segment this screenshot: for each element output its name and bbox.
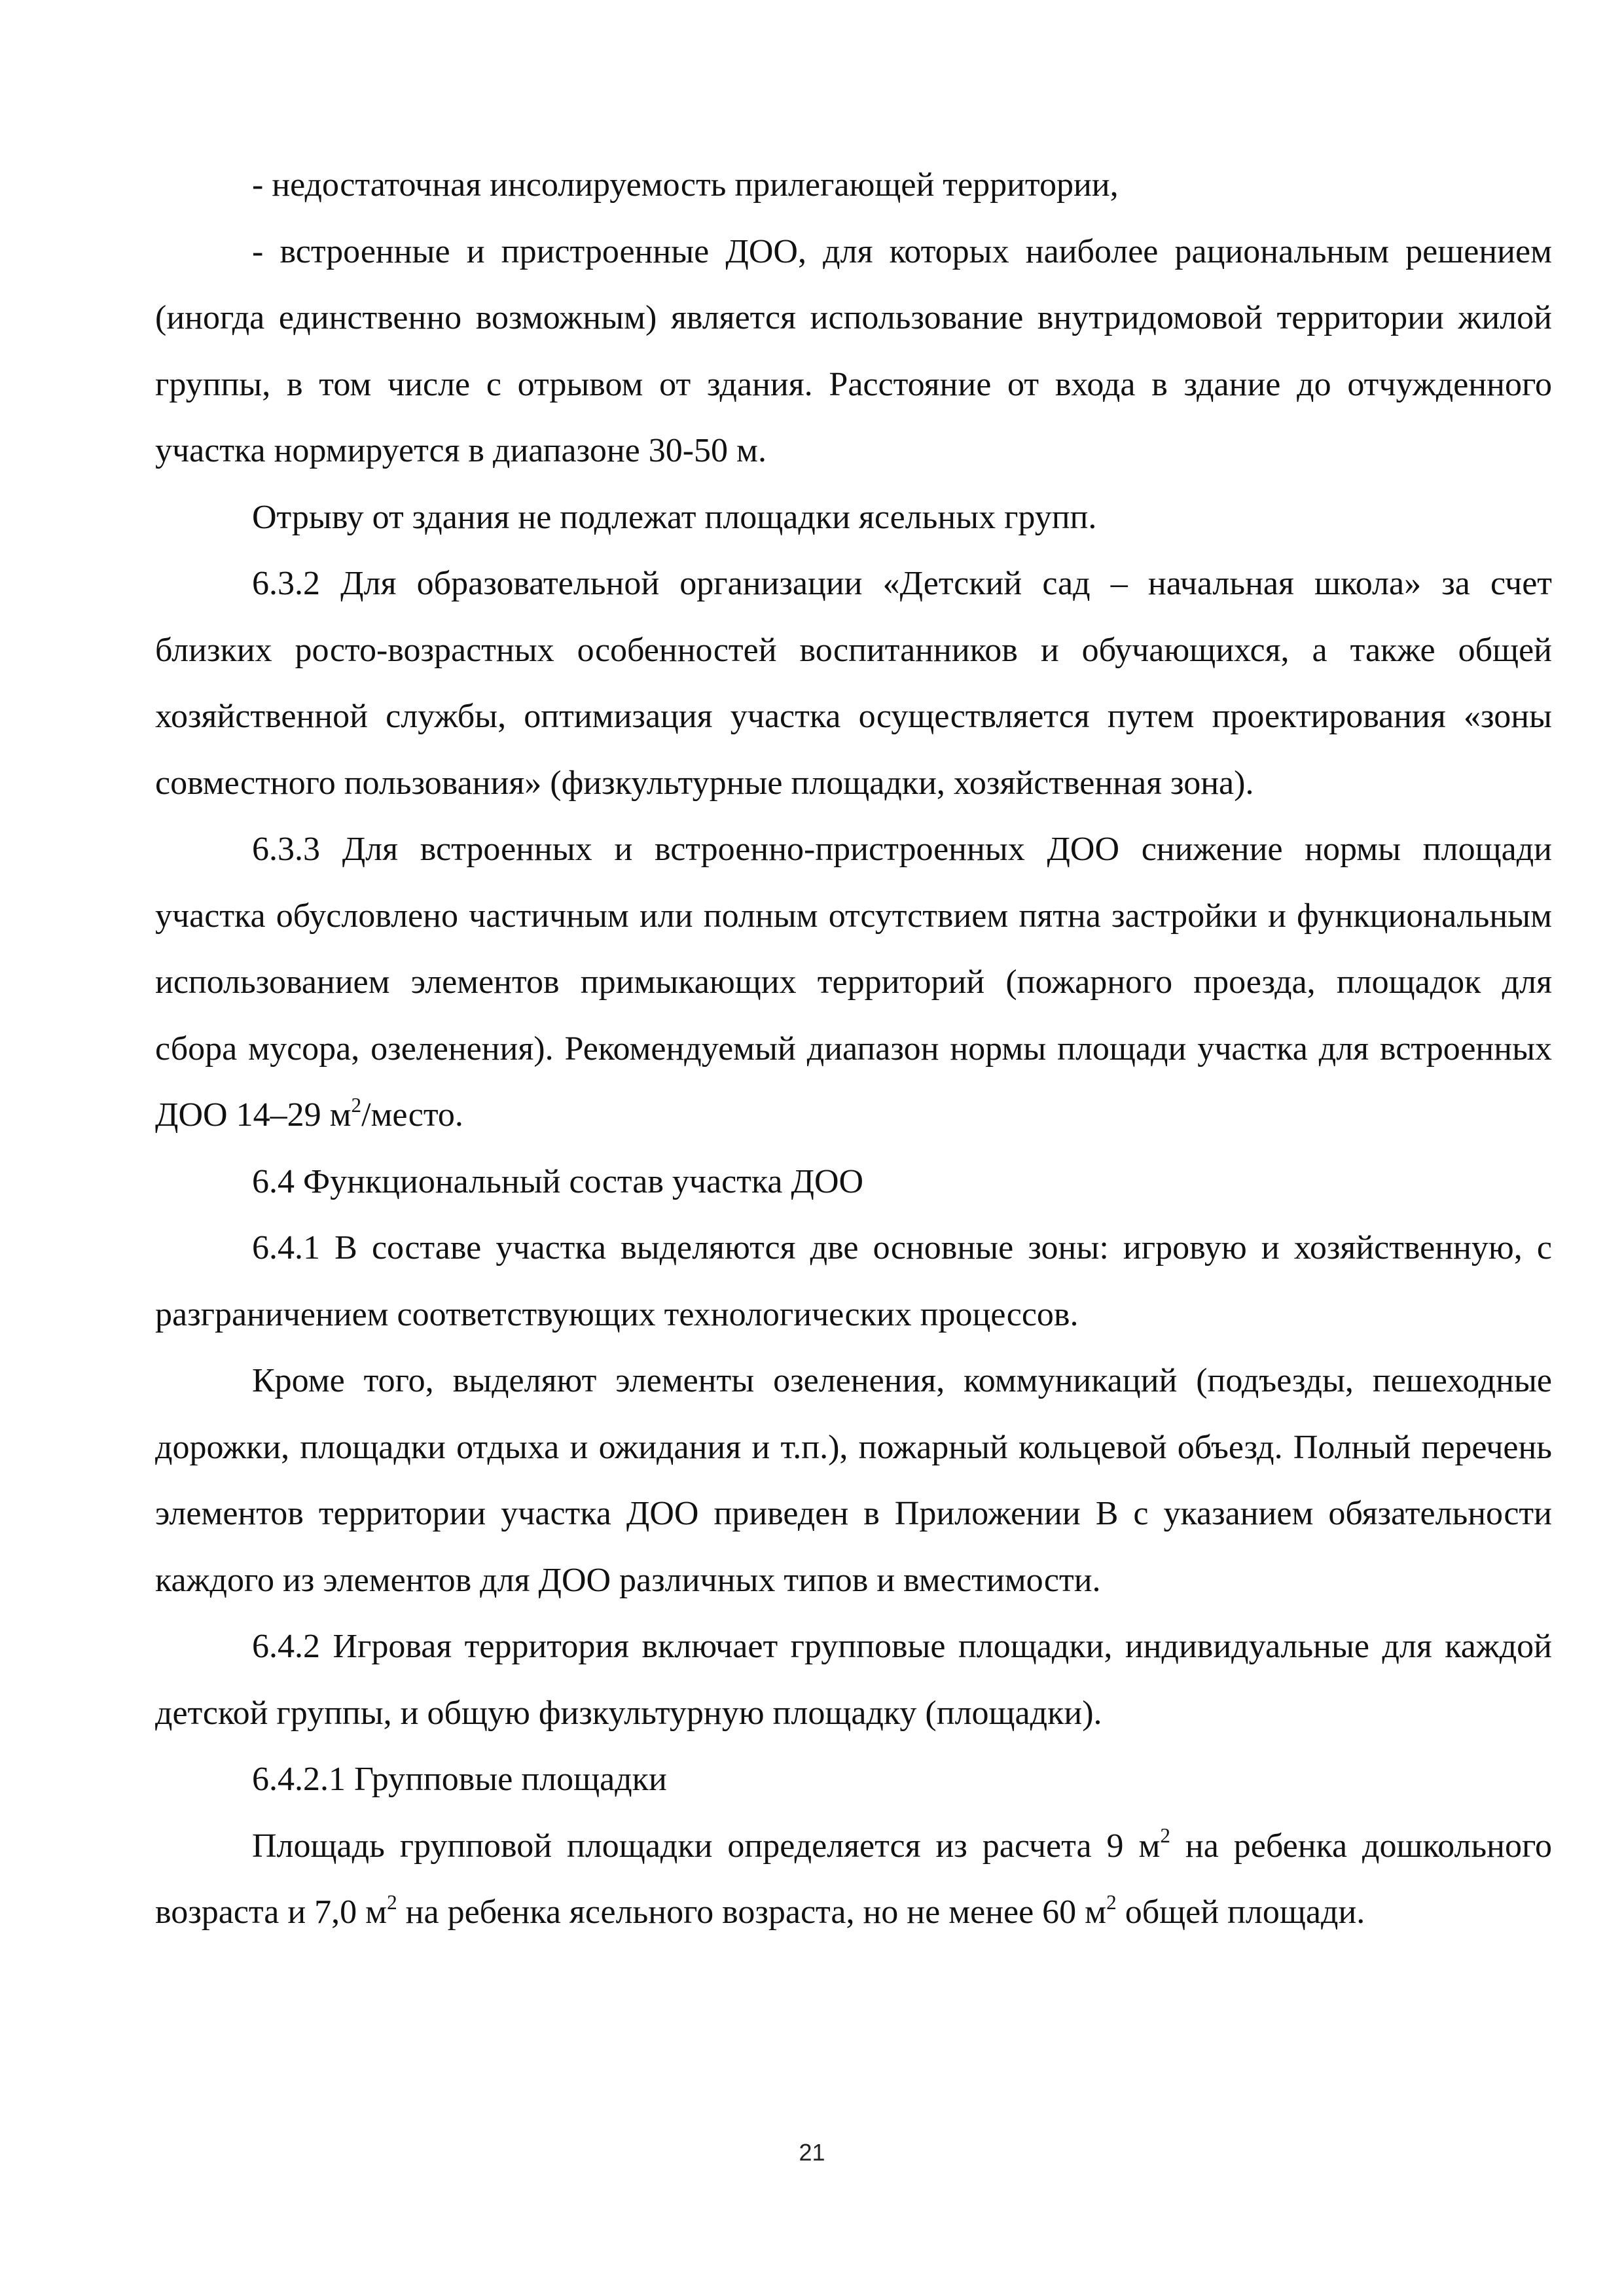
paragraph-6-3-3-unit: /место. [361,1096,463,1134]
superscript-2: 2 [387,1890,397,1914]
superscript-2: 2 [1106,1890,1117,1914]
paragraph-nursery-groups: Отрыву от здания не подлежат площадки ясельных групп. [252,498,1097,536]
heading-6-4-2-1: 6.4.2.1 Групповые площадки [252,1761,667,1798]
group-area-text-d: общей площади. [1116,1893,1365,1931]
page-number: 21 [799,2139,825,2166]
group-area-text-b: на ребенка дошкольного возраста и 7,0 м [155,1827,1552,1931]
paragraph-built-in-doo: - встроенные и пристроенные ДОО, для которых наиболее рациональным решением (иногда единственно возможным) является использование внутридомовой территории жилой группы, в том числе с отрывом от здания. Расстояние от входа в здание до отчужденного участка нормируется в диапазоне 30-50 м. [155,232,1552,469]
superscript-2: 2 [1160,1824,1170,1848]
superscript-2: 2 [351,1093,362,1117]
paragraph-6-4-1: 6.4.1 В составе участка выделяются две основные зоны: игровую и хозяйственную, с разграничением соответствующих технологических процессов. [155,1229,1552,1333]
paragraph-6-3-2: 6.3.2 Для образовательной организации «Детский сад – начальная школа» за счет близких росто-возрастных особенностей воспитанников и обучающихся, а также общей хозяйственной службы, оптимизация участка осуществляется путем проектирования «зоны совместного пользования» (физкультурные площадки, хозяйственная зона). [155,565,1552,802]
paragraph-6-3-3 [155,816,1552,1149]
paragraph-elements: Кроме того, выделяют элементы озеленения, коммуникаций (подъезды, пешеходные дорожки, площадки отдыха и ожидания и т.п.), пожарный кольцевой объезд. Полный перечень элементов территории участка ДОО приведен в Приложении В с указанием обязательности каждого из элементов для ДОО различных типов и вместимости. [155,1362,1552,1599]
group-area-text-a: Площадь групповой площадки определяется из расчета 9 м [252,1827,1161,1865]
group-area-text-c: на ребенка ясельного возраста, но не менее 60 м [397,1893,1107,1931]
paragraph-insolation: - недостаточная инсолируемость прилегающей территории, [252,166,1119,204]
heading-6-4: 6.4 Функциональный состав участка ДОО [252,1162,864,1200]
paragraph-6-3-3-text: 6.3.3 Для встроенных и встроенно-пристроенных ДОО снижение нормы площади участка обусловлено частичным или полным отсутствием пятна застройки и функциональным использованием элементов примыкающих территорий (пожарного проезда, площадок для сбора мусора, озеленения). Рекомендуемый диапазон нормы площади участка для встроенных ДОО 14–29 м [155,831,1552,1134]
paragraph-6-4-2: 6.4.2 Игровая территория включает групповые площадки, индивидуальные для каждой детской группы, и общую физкультурную площадку (площадки). [155,1628,1552,1732]
document-body [155,152,1552,1946]
paragraph-group-area [155,1813,1552,1946]
